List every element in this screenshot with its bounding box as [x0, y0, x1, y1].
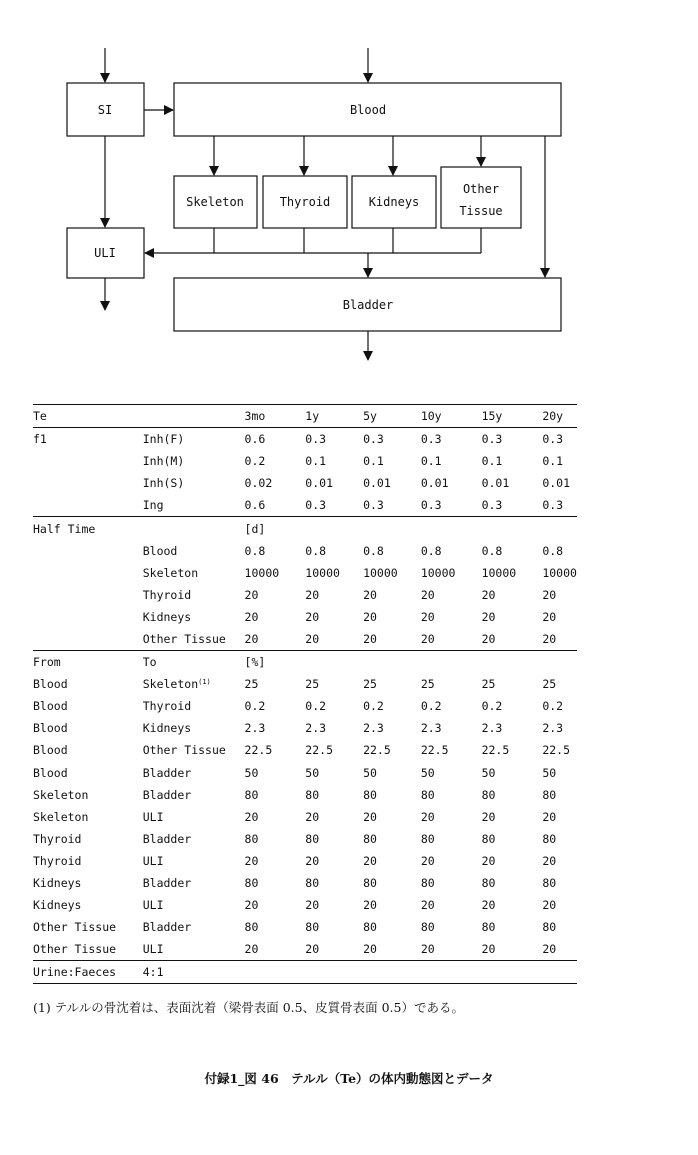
value-cell: 10000 — [481, 565, 517, 580]
header-cell: 1y — [305, 405, 363, 428]
empty-cell — [542, 651, 577, 674]
transfer-row — [33, 938, 577, 961]
value-cell: 25 — [305, 677, 320, 692]
value-cell: 25 — [363, 677, 377, 692]
transfer-row — [33, 894, 577, 916]
empty-cell — [363, 517, 421, 540]
from-cell: Other Tissue — [33, 938, 143, 961]
empty-cell — [33, 584, 143, 606]
from-cell: Kidneys — [33, 898, 82, 913]
transfer-header-row — [33, 651, 577, 674]
value-cell: 50 — [363, 765, 377, 780]
value-cell: 0.2 — [420, 699, 442, 714]
from-header: From — [33, 655, 61, 670]
value-cell: 0.01 — [305, 476, 333, 491]
value-cell: 80 — [244, 831, 259, 846]
value-cell: 0.2 — [363, 699, 384, 714]
empty-cell — [542, 961, 577, 984]
transfer-row — [33, 916, 577, 938]
value-cell: 20 — [542, 898, 557, 913]
value-cell: 0.1 — [363, 454, 384, 469]
value-cell: 20 — [542, 853, 557, 868]
transfer-row — [33, 872, 577, 894]
value-cell: 0.3 — [482, 494, 543, 517]
value-cell: 0.2 — [244, 699, 266, 714]
header-cell: 10y — [421, 405, 482, 428]
value-cell: 20 — [363, 809, 377, 824]
section-label: Half Time — [33, 521, 96, 536]
value-cell: 20 — [482, 938, 543, 961]
value-cell: 80 — [305, 920, 320, 935]
value-cell: 2.3 — [420, 721, 442, 736]
value-cell: 0.8 — [305, 543, 327, 558]
value-cell: 0.1 — [420, 454, 442, 469]
value-cell: 0.1 — [542, 454, 564, 469]
row-label: Inh(S) — [142, 476, 185, 491]
empty-cell — [482, 961, 543, 984]
value-cell: 0.3 — [363, 494, 421, 517]
row-label: Skeleton — [142, 565, 199, 580]
value-cell: 80 — [244, 876, 259, 891]
value-cell: 20 — [482, 628, 543, 651]
value-cell: 80 — [542, 876, 557, 891]
value-cell: 25 — [244, 677, 259, 692]
from-cell: Blood — [33, 699, 68, 714]
value-cell: 80 — [305, 876, 320, 891]
value-cell: 20 — [481, 587, 496, 602]
value-cell: 22.5 — [363, 743, 391, 758]
value-cell: 80 — [363, 876, 377, 891]
value-cell: 80 — [420, 831, 435, 846]
value-cell: 0.8 — [363, 543, 384, 558]
value-cell: 0.02 — [244, 476, 273, 491]
value-cell: 0.8 — [542, 543, 564, 558]
value-cell: 20 — [542, 609, 557, 624]
value-cell: 25 — [542, 677, 557, 692]
value-cell: 50 — [305, 765, 320, 780]
to-cell: Bladder — [142, 787, 192, 802]
thyroid-label: Thyroid — [279, 195, 331, 209]
bladder-label: Bladder — [342, 298, 394, 312]
half-time-row — [33, 540, 577, 562]
empty-cell — [482, 651, 543, 674]
empty-cell — [542, 517, 577, 540]
to-cell: Kidneys — [142, 721, 192, 736]
value-cell: 20 — [244, 609, 259, 624]
value-cell: 80 — [542, 920, 557, 935]
value-cell: 20 — [363, 609, 377, 624]
value-cell: 50 — [542, 765, 557, 780]
to-cell: ULI — [142, 853, 164, 868]
value-cell: 0.2 — [542, 699, 564, 714]
table-header-row — [33, 405, 577, 428]
value-cell: 50 — [420, 765, 435, 780]
from-cell: Blood — [33, 765, 68, 780]
header-cell: 15y — [482, 405, 543, 428]
urine-faeces-value: 4:1 — [143, 961, 245, 984]
value-cell: 2.3 — [542, 721, 564, 736]
from-cell: Blood — [33, 721, 68, 736]
value-cell: 20 — [420, 809, 435, 824]
row-label: Thyroid — [142, 587, 192, 602]
value-cell: 20 — [305, 898, 320, 913]
empty-cell — [305, 651, 363, 674]
value-cell: 10000 — [244, 565, 280, 580]
other-label-1: Other — [462, 182, 500, 196]
value-cell: 0.2 — [481, 699, 503, 714]
empty-cell — [33, 540, 143, 562]
value-cell: 0.01 — [420, 476, 449, 491]
value-cell: 80 — [481, 876, 496, 891]
to-cell: Bladder — [142, 831, 192, 846]
footnote: (1) テルルの骨沈着は、表面沈着（梁骨表面 0.5、皮質骨表面 0.5）である。 — [33, 1000, 464, 1015]
section-label — [33, 494, 143, 517]
value-cell: 80 — [481, 831, 496, 846]
half-time-row — [33, 584, 577, 606]
skeleton-label: Skeleton — [186, 195, 244, 209]
header-cell: 20y — [542, 405, 577, 428]
row-label: Blood — [142, 543, 178, 558]
transfer-row — [33, 828, 577, 850]
value-cell: 0.8 — [244, 543, 266, 558]
value-cell: 80 — [420, 876, 435, 891]
value-cell: 20 — [305, 938, 363, 961]
value-cell: 80 — [481, 787, 496, 802]
value-cell: 20 — [244, 809, 259, 824]
transfer-row — [33, 850, 577, 872]
value-cell: 20 — [363, 587, 377, 602]
empty-cell — [421, 651, 482, 674]
value-cell: 20 — [421, 628, 482, 651]
empty-cell — [33, 606, 143, 628]
value-cell: 80 — [363, 920, 377, 935]
section-label — [33, 450, 143, 472]
biokinetic-data-table — [33, 404, 577, 984]
value-cell: 80 — [244, 920, 259, 935]
unit-cell: [%] — [244, 655, 266, 670]
empty-cell — [421, 517, 482, 540]
transfer-row — [33, 673, 577, 695]
transfer-row — [33, 717, 577, 739]
transfer-row — [33, 739, 577, 761]
value-cell: 20 — [305, 809, 320, 824]
to-cell: Bladder — [142, 876, 192, 891]
value-cell: 20 — [420, 853, 435, 868]
value-cell: 2.3 — [363, 721, 384, 736]
section-label — [33, 472, 143, 494]
from-cell: Thyroid — [33, 831, 82, 846]
header-cell: 3mo — [245, 405, 306, 428]
value-cell: 80 — [305, 831, 320, 846]
value-cell: 20 — [420, 898, 435, 913]
row-label: Kidneys — [142, 609, 192, 624]
value-cell: 2.3 — [481, 721, 503, 736]
other-tissue-box — [441, 167, 521, 228]
from-cell: Skeleton — [33, 809, 89, 824]
kidneys-label: Kidneys — [368, 195, 420, 209]
transfer-row — [33, 762, 577, 784]
row-label: Inh(M) — [142, 454, 185, 469]
value-cell: 20 — [420, 609, 435, 624]
value-cell: 0.3 — [305, 432, 327, 447]
section-label: f1 — [33, 432, 47, 447]
value-cell: 80 — [542, 831, 557, 846]
value-cell: 20 — [481, 853, 496, 868]
empty-cell — [482, 517, 543, 540]
f1-row — [33, 472, 577, 494]
value-cell: 20 — [245, 628, 306, 651]
value-cell: 20 — [363, 853, 377, 868]
value-cell: 80 — [542, 787, 557, 802]
value-cell: 22.5 — [305, 743, 333, 758]
value-cell: 25 — [420, 677, 435, 692]
value-cell: 25 — [481, 677, 496, 692]
value-cell: 50 — [481, 765, 496, 780]
value-cell: 80 — [420, 920, 435, 935]
from-cell: Thyroid — [33, 853, 82, 868]
value-cell: 0.3 — [542, 432, 564, 447]
value-cell: 20 — [481, 609, 496, 624]
from-cell: Kidneys — [33, 876, 82, 891]
value-cell: 20 — [245, 938, 306, 961]
half-time-row — [33, 606, 577, 628]
empty-cell — [305, 961, 363, 984]
urine-faeces-row — [33, 961, 577, 984]
value-cell: 20 — [542, 938, 577, 961]
value-cell: 0.6 — [244, 432, 266, 447]
value-cell: 20 — [244, 898, 259, 913]
value-cell: 0.6 — [245, 494, 306, 517]
header-cell: 5y — [363, 405, 421, 428]
value-cell: 20 — [421, 938, 482, 961]
empty-cell — [363, 961, 421, 984]
empty-cell — [305, 517, 363, 540]
value-cell: 0.01 — [363, 476, 391, 491]
to-cell: Bladder — [142, 765, 192, 780]
row-label: Inh(F) — [142, 432, 185, 447]
to-cell: Other Tissue — [142, 743, 226, 758]
unit-cell: [d] — [244, 521, 266, 536]
from-cell: Skeleton — [33, 787, 89, 802]
empty-cell — [33, 562, 143, 584]
value-cell: 20 — [542, 809, 557, 824]
value-cell: 10000 — [363, 565, 398, 580]
value-cell: 20 — [305, 609, 320, 624]
value-cell: 22.5 — [542, 743, 571, 758]
value-cell: 80 — [305, 787, 320, 802]
to-cell: Bladder — [142, 920, 192, 935]
value-cell: 80 — [244, 787, 259, 802]
value-cell: 20 — [244, 587, 259, 602]
transfer-row — [33, 784, 577, 806]
empty-cell — [245, 961, 306, 984]
f1-row — [33, 494, 577, 517]
figure-caption: 付録1_図 46 テルル（Te）の体内動態図とデータ — [204, 1071, 494, 1086]
row-label: Other Tissue — [143, 628, 245, 651]
compartment-diagram — [0, 0, 698, 380]
empty-cell — [33, 628, 143, 651]
value-cell: 80 — [363, 831, 377, 846]
f1-row — [33, 450, 577, 472]
value-cell: 20 — [420, 587, 435, 602]
value-cell: 22.5 — [481, 743, 510, 758]
value-cell: 10000 — [542, 565, 577, 580]
value-cell: 20 — [244, 853, 259, 868]
header-cell — [143, 405, 245, 428]
from-cell: Blood — [33, 743, 68, 758]
value-cell: 10000 — [305, 565, 340, 580]
value-cell: 0.3 — [420, 432, 442, 447]
empty-cell — [421, 961, 482, 984]
value-cell: 0.3 — [542, 494, 577, 517]
si-label: SI — [97, 103, 113, 117]
value-cell: 0.8 — [481, 543, 503, 558]
blood-label: Blood — [349, 103, 387, 117]
half-time-row — [33, 628, 577, 651]
value-cell: 80 — [363, 787, 377, 802]
value-cell: 20 — [305, 853, 320, 868]
to-cell: ULI — [142, 809, 164, 824]
value-cell: 20 — [363, 898, 377, 913]
value-cell: 0.3 — [305, 494, 363, 517]
from-cell: Blood — [33, 677, 68, 692]
header-cell: Te — [33, 405, 143, 428]
to-cell: ULI — [142, 898, 164, 913]
empty-cell — [363, 651, 421, 674]
value-cell: 0.3 — [481, 432, 503, 447]
half-time-header-row — [33, 517, 577, 540]
to-header: To — [142, 655, 157, 670]
other-label-2: Tissue — [459, 204, 503, 218]
value-cell: 0.01 — [481, 476, 510, 491]
value-cell: 0.8 — [420, 543, 442, 558]
value-cell: 22.5 — [420, 743, 449, 758]
value-cell: 0.01 — [542, 476, 571, 491]
to-cell — [143, 673, 245, 695]
value-cell: 50 — [244, 765, 259, 780]
to-cell: Thyroid — [142, 699, 192, 714]
value-cell: 20 — [305, 628, 363, 651]
value-cell: 0.1 — [481, 454, 503, 469]
value-cell: 10000 — [420, 565, 456, 580]
value-cell: 20 — [481, 809, 496, 824]
value-cell: 2.3 — [305, 721, 327, 736]
value-cell: 2.3 — [244, 721, 266, 736]
from-cell: Other Tissue — [33, 920, 117, 935]
value-cell: 80 — [481, 920, 496, 935]
f1-row — [33, 428, 577, 451]
value-cell: 0.3 — [363, 432, 384, 447]
uli-label: ULI — [94, 246, 116, 260]
transfer-row — [33, 806, 577, 828]
value-cell: 20 — [363, 628, 421, 651]
value-cell: 20 — [542, 587, 557, 602]
value-cell: 20 — [363, 938, 421, 961]
value-cell: 0.2 — [305, 699, 327, 714]
footnote-mark: (1) — [198, 678, 211, 687]
value-cell: 20 — [481, 898, 496, 913]
half-time-row — [33, 562, 577, 584]
empty-cell — [143, 517, 245, 540]
urine-faeces-label: Urine:Faeces — [33, 961, 143, 984]
value-cell: 80 — [420, 787, 435, 802]
value-cell: 0.3 — [421, 494, 482, 517]
value-cell: 20 — [542, 628, 577, 651]
value-cell: 20 — [305, 587, 320, 602]
to-cell-text: Skeleton — [142, 677, 199, 692]
value-cell: 0.2 — [244, 454, 266, 469]
row-label: Ing — [143, 494, 245, 517]
transfer-row — [33, 695, 577, 717]
value-cell: 22.5 — [244, 743, 273, 758]
to-cell: ULI — [143, 938, 245, 961]
value-cell: 0.1 — [305, 454, 327, 469]
